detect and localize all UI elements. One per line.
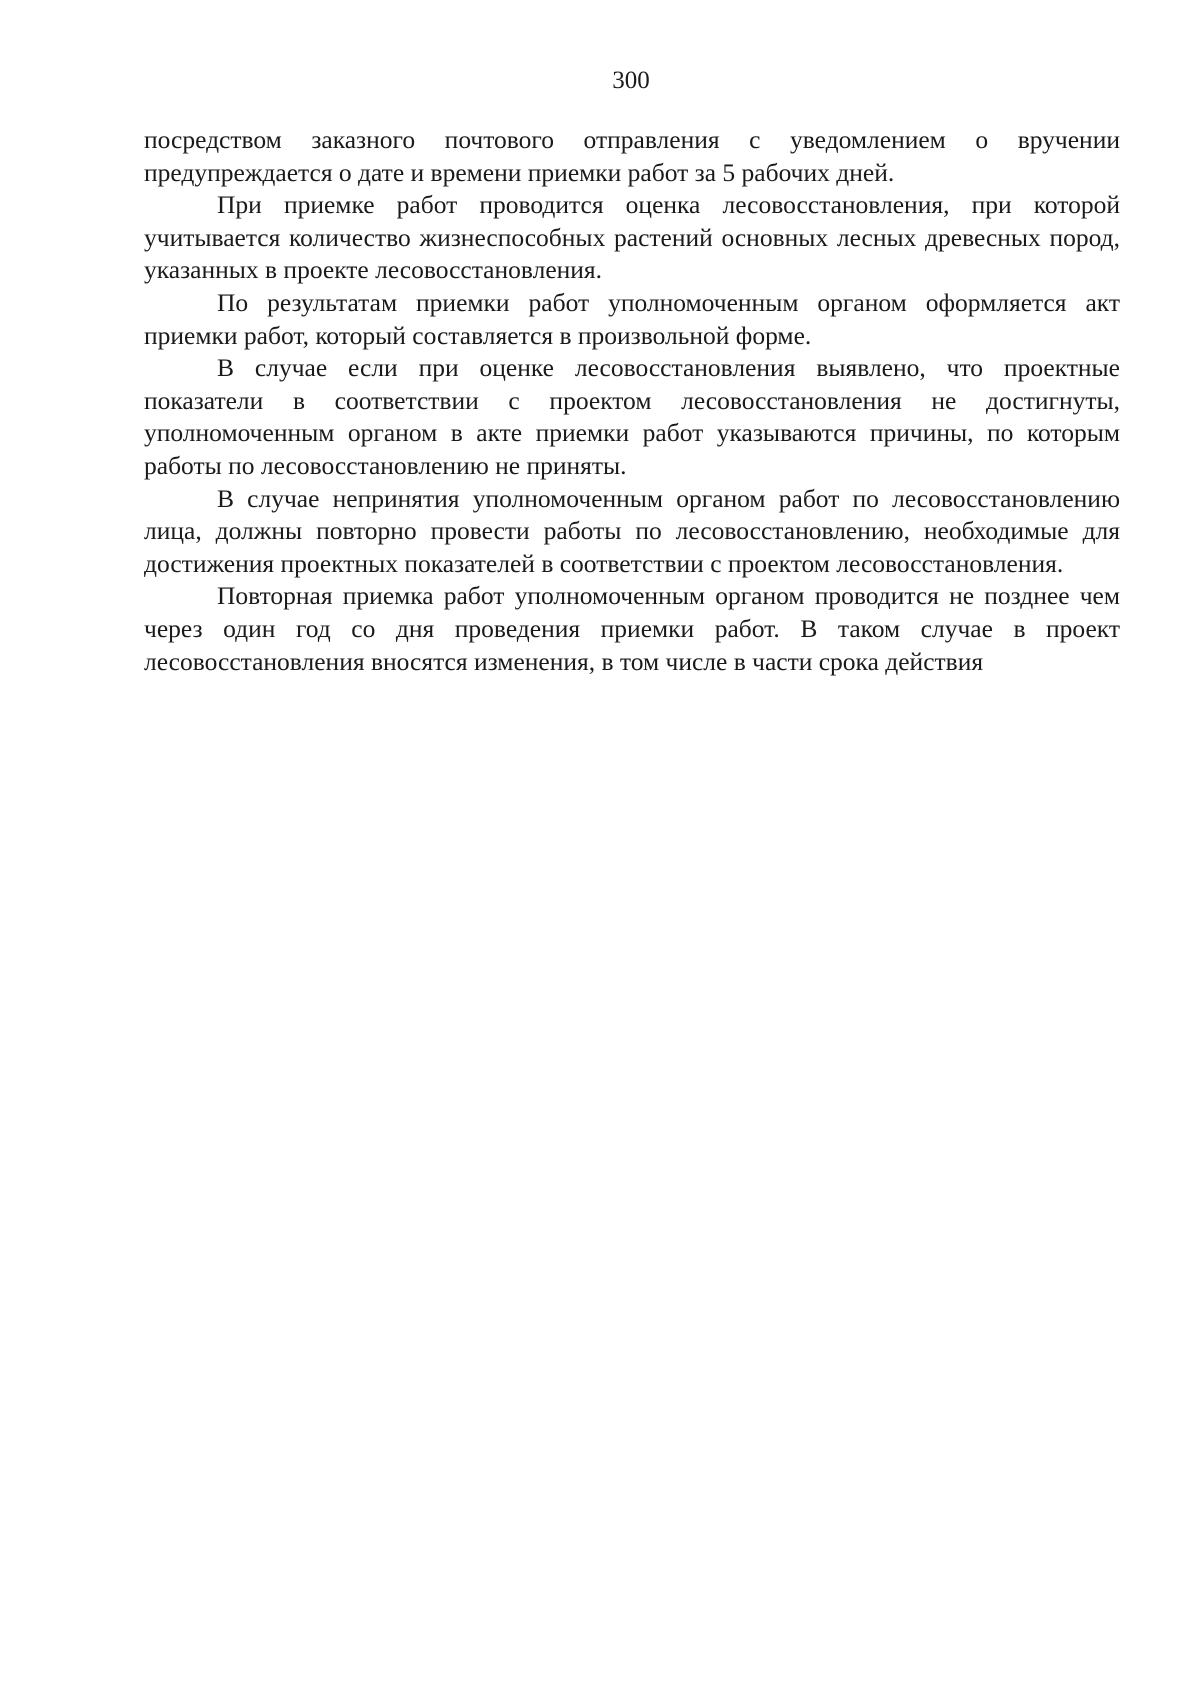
- document-body: [144, 124, 1120, 678]
- page-number: 300: [612, 67, 650, 94]
- paragraph: При приемке работ проводится оценка лесовосстановления, при которой учитывается количество жизнеспособных растений основных лесных древесных пород, указанных в проекте лесовосстановления.: [144, 190, 1120, 285]
- paragraph: В случае если при оценке лесовосстановления выявлено, что проектные показатели в соответствии с проектом лесовосстановления не достигнуты, уполномоченным органом в акте приемки работ указываются причины, по которым работы по лесовосстановлению не приняты.: [144, 353, 1120, 480]
- paragraph: В случае непринятия уполномоченным органом работ по лесовосстановлению лица, должны повторно провести работы по лесовосстановлению, необходимые для достижения проектных показателей в соответствии с проектом лесовосстановления.: [144, 483, 1120, 578]
- paragraph-continuation: посредством заказного почтового отправления с уведомлением о вручении предупреждается о дате и времени приемки работ за 5 рабочих дней.: [144, 125, 1120, 187]
- paragraph-unfinished: Повторная приемка работ уполномоченным органом проводится не позднее чем через один год со дня проведения приемки работ. В таком случае в проект лесовосстановления вносятся изменения, в том числе в части срока действия: [144, 581, 1120, 676]
- paragraph: По результатам приемки работ уполномоченным органом оформляется акт приемки работ, который составляется в произвольной форме.: [144, 287, 1120, 350]
